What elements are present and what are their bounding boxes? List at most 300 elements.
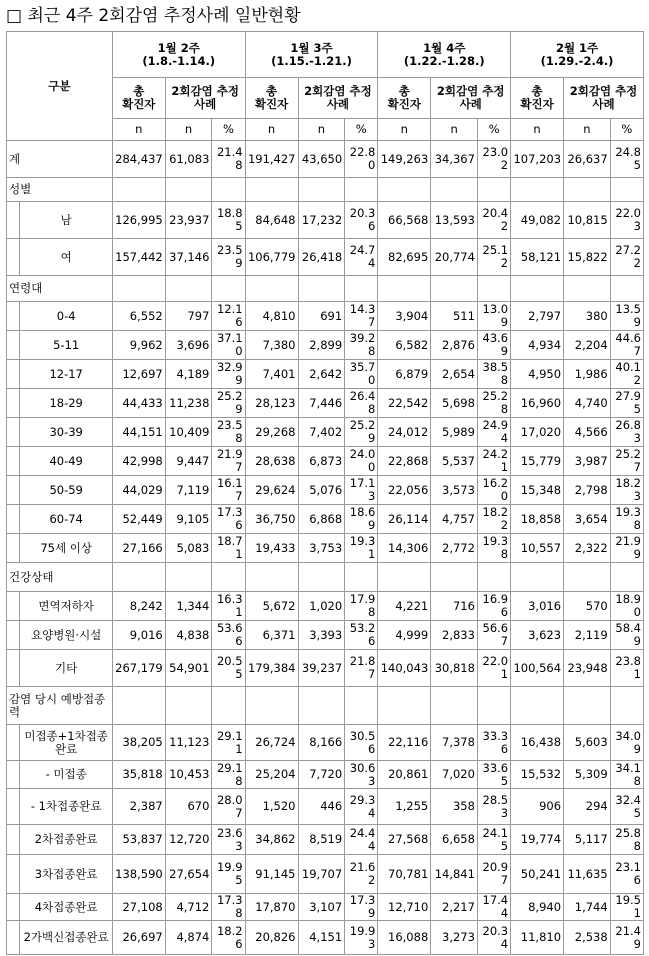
indent-cell xyxy=(7,202,20,239)
week-header: 1월 3주 (1.15.-1.21.) xyxy=(245,32,378,78)
total-cases-cell: 44,151 xyxy=(112,418,165,447)
reinfection-percent-cell: 23.81 xyxy=(610,650,643,687)
total-cases-cell: 10,557 xyxy=(511,534,564,563)
total-cases-cell: 19,774 xyxy=(511,825,564,855)
total-cases-cell: 15,348 xyxy=(511,476,564,505)
total-cases-cell: 84,648 xyxy=(245,202,298,239)
row-label: 40-49 xyxy=(20,447,112,476)
empty-cell xyxy=(345,687,378,725)
reinfection-count-cell: 2,654 xyxy=(431,360,478,389)
empty-cell xyxy=(112,563,165,592)
indent-cell xyxy=(7,447,20,476)
table-row xyxy=(7,178,644,202)
page-title: □ 최근 4주 2회감염 추정사례 일반현황 xyxy=(6,6,301,26)
row-label: 5-11 xyxy=(20,331,112,360)
unit-header: % xyxy=(345,119,378,141)
empty-cell xyxy=(212,178,245,202)
empty-cell xyxy=(112,178,165,202)
reinfection-percent-cell: 22.01 xyxy=(477,650,510,687)
total-cases-cell: 8,940 xyxy=(511,894,564,921)
row-label: 계 xyxy=(7,141,113,178)
total-cases-cell: 25,204 xyxy=(245,761,298,789)
reinfection-count-cell: 2,204 xyxy=(564,331,611,360)
total-cases-cell: 100,564 xyxy=(511,650,564,687)
row-label: 요양병원·시설 xyxy=(20,621,112,650)
reinfection-percent-cell: 16.96 xyxy=(477,592,510,621)
reinfection-count-cell: 380 xyxy=(564,302,611,331)
empty-cell xyxy=(378,563,431,592)
reinfection-count-cell: 5,117 xyxy=(564,825,611,855)
total-cases-cell: 22,056 xyxy=(378,476,431,505)
total-cases-cell: 2,387 xyxy=(112,789,165,825)
total-cases-cell: 20,861 xyxy=(378,761,431,789)
reinfection-count-cell: 1,744 xyxy=(564,894,611,921)
empty-cell xyxy=(345,276,378,302)
total-cases-cell: 5,672 xyxy=(245,592,298,621)
total-cases-cell: 17,870 xyxy=(245,894,298,921)
reinfection-percent-cell: 18.22 xyxy=(477,505,510,534)
total-cases-header: 총 확진자 xyxy=(511,78,564,119)
reinfection-percent-cell: 44.67 xyxy=(610,331,643,360)
unit-header: n xyxy=(378,119,431,141)
reinfection-count-cell: 14,841 xyxy=(431,855,478,894)
reinfection-count-cell: 2,798 xyxy=(564,476,611,505)
indent-cell xyxy=(7,725,20,761)
reinfection-percent-cell: 28.07 xyxy=(212,789,245,825)
total-cases-cell: 28,638 xyxy=(245,447,298,476)
reinfection-count-cell: 2,772 xyxy=(431,534,478,563)
reinfection-count-cell: 23,937 xyxy=(165,202,212,239)
indent-cell xyxy=(7,360,20,389)
reinfection-percent-cell: 17.98 xyxy=(345,592,378,621)
empty-cell xyxy=(378,687,431,725)
reinfection-percent-cell: 22.80 xyxy=(345,141,378,178)
row-label: 0-4 xyxy=(20,302,112,331)
section-label: 연령대 xyxy=(7,276,113,302)
total-cases-cell: 267,179 xyxy=(112,650,165,687)
empty-cell xyxy=(298,178,345,202)
empty-cell xyxy=(511,563,564,592)
empty-cell xyxy=(610,687,643,725)
total-cases-cell: 52,449 xyxy=(112,505,165,534)
reinfection-count-cell: 10,453 xyxy=(165,761,212,789)
reinfection-count-cell: 7,402 xyxy=(298,418,345,447)
table-row xyxy=(7,789,644,825)
total-cases-cell: 70,781 xyxy=(378,855,431,894)
reinfection-percent-cell: 17.39 xyxy=(345,894,378,921)
total-cases-cell: 49,082 xyxy=(511,202,564,239)
unit-header: n xyxy=(564,119,611,141)
section-label: 성별 xyxy=(7,178,113,202)
reinfection-count-cell: 2,119 xyxy=(564,621,611,650)
reinfection-percent-cell: 25.29 xyxy=(345,418,378,447)
reinfection-percent-cell: 24.00 xyxy=(345,447,378,476)
reinfection-percent-cell: 23.16 xyxy=(610,855,643,894)
reinfection-percent-cell: 24.44 xyxy=(345,825,378,855)
empty-cell xyxy=(477,563,510,592)
empty-cell xyxy=(245,563,298,592)
table-row xyxy=(7,360,644,389)
reinfection-percent-cell: 20.36 xyxy=(345,202,378,239)
reinfection-count-cell: 61,083 xyxy=(165,141,212,178)
total-cases-cell: 22,116 xyxy=(378,725,431,761)
reinfection-count-cell: 6,868 xyxy=(298,505,345,534)
indent-cell xyxy=(7,650,20,687)
table-row xyxy=(7,534,644,563)
reinfection-count-cell: 5,309 xyxy=(564,761,611,789)
total-cases-cell: 4,999 xyxy=(378,621,431,650)
reinfection-percent-cell: 16.31 xyxy=(212,592,245,621)
total-cases-cell: 157,442 xyxy=(112,239,165,276)
reinfection-count-cell: 2,322 xyxy=(564,534,611,563)
total-cases-cell: 26,724 xyxy=(245,725,298,761)
table-row xyxy=(7,687,644,725)
empty-cell xyxy=(431,563,478,592)
total-cases-cell: 4,934 xyxy=(511,331,564,360)
reinfection-percent-cell: 24.94 xyxy=(477,418,510,447)
table-row xyxy=(7,921,644,955)
row-label: 4차접종완료 xyxy=(20,894,112,921)
total-cases-cell: 6,552 xyxy=(112,302,165,331)
reinfection-header: 2회감염 추정사례 xyxy=(298,78,378,119)
reinfection-percent-cell: 26.83 xyxy=(610,418,643,447)
reinfection-count-cell: 5,989 xyxy=(431,418,478,447)
row-label: 30-39 xyxy=(20,418,112,447)
reinfection-header: 2회감염 추정사례 xyxy=(431,78,511,119)
reinfection-count-cell: 7,446 xyxy=(298,389,345,418)
empty-cell xyxy=(477,276,510,302)
reinfection-count-cell: 716 xyxy=(431,592,478,621)
total-cases-header: 총 확진자 xyxy=(112,78,165,119)
reinfection-count-cell: 15,822 xyxy=(564,239,611,276)
reinfection-count-cell: 5,537 xyxy=(431,447,478,476)
week-header: 2월 1주 (1.29.-2.4.) xyxy=(511,32,644,78)
total-cases-cell: 58,121 xyxy=(511,239,564,276)
unit-header: n xyxy=(245,119,298,141)
total-cases-cell: 3,016 xyxy=(511,592,564,621)
total-cases-cell: 16,960 xyxy=(511,389,564,418)
total-cases-cell: 91,145 xyxy=(245,855,298,894)
total-cases-cell: 44,433 xyxy=(112,389,165,418)
reinfection-count-cell: 2,899 xyxy=(298,331,345,360)
reinfection-count-cell: 12,720 xyxy=(165,825,212,855)
empty-cell xyxy=(245,687,298,725)
empty-cell xyxy=(610,563,643,592)
unit-header: n xyxy=(431,119,478,141)
reinfection-percent-cell: 14.37 xyxy=(345,302,378,331)
total-cases-cell: 17,020 xyxy=(511,418,564,447)
reinfection-count-cell: 511 xyxy=(431,302,478,331)
section-label: 건강상태 xyxy=(7,563,113,592)
empty-cell xyxy=(112,687,165,725)
reinfection-header: 2회감염 추정사례 xyxy=(564,78,644,119)
empty-cell xyxy=(564,687,611,725)
reinfection-count-cell: 3,107 xyxy=(298,894,345,921)
total-cases-cell: 179,384 xyxy=(245,650,298,687)
reinfection-count-cell: 9,105 xyxy=(165,505,212,534)
reinfection-percent-cell: 43.69 xyxy=(477,331,510,360)
total-cases-cell: 906 xyxy=(511,789,564,825)
total-cases-cell: 15,532 xyxy=(511,761,564,789)
reinfection-percent-cell: 35.70 xyxy=(345,360,378,389)
reinfection-percent-cell: 23.63 xyxy=(212,825,245,855)
table-row xyxy=(7,302,644,331)
empty-cell xyxy=(378,276,431,302)
total-cases-cell: 7,401 xyxy=(245,360,298,389)
reinfection-count-cell: 3,273 xyxy=(431,921,478,955)
reinfection-percent-cell: 17.38 xyxy=(212,894,245,921)
reinfection-count-cell: 19,707 xyxy=(298,855,345,894)
reinfection-count-cell: 294 xyxy=(564,789,611,825)
reinfection-percent-cell: 13.59 xyxy=(610,302,643,331)
indent-cell xyxy=(7,921,20,955)
reinfection-percent-cell: 25.12 xyxy=(477,239,510,276)
empty-cell xyxy=(165,276,212,302)
total-cases-cell: 53,837 xyxy=(112,825,165,855)
reinfection-percent-cell: 21.62 xyxy=(345,855,378,894)
reinfection-percent-cell: 19.38 xyxy=(477,534,510,563)
reinfection-percent-cell: 24.85 xyxy=(610,141,643,178)
reinfection-percent-cell: 19.31 xyxy=(345,534,378,563)
reinfection-percent-cell: 38.58 xyxy=(477,360,510,389)
table-row xyxy=(7,202,644,239)
reinfection-count-cell: 30,818 xyxy=(431,650,478,687)
case-status-table xyxy=(6,31,644,955)
reinfection-count-cell: 4,874 xyxy=(165,921,212,955)
row-label: - 1차접종완료 xyxy=(20,789,112,825)
reinfection-percent-cell: 33.36 xyxy=(477,725,510,761)
total-cases-cell: 1,255 xyxy=(378,789,431,825)
reinfection-count-cell: 5,083 xyxy=(165,534,212,563)
reinfection-count-cell: 691 xyxy=(298,302,345,331)
reinfection-count-cell: 34,367 xyxy=(431,141,478,178)
reinfection-count-cell: 8,166 xyxy=(298,725,345,761)
reinfection-percent-cell: 27.22 xyxy=(610,239,643,276)
empty-cell xyxy=(431,687,478,725)
reinfection-percent-cell: 20.55 xyxy=(212,650,245,687)
reinfection-percent-cell: 53.66 xyxy=(212,621,245,650)
reinfection-percent-cell: 24.15 xyxy=(477,825,510,855)
reinfection-count-cell: 3,393 xyxy=(298,621,345,650)
row-label: 남 xyxy=(20,202,112,239)
reinfection-percent-cell: 17.44 xyxy=(477,894,510,921)
total-cases-cell: 12,697 xyxy=(112,360,165,389)
reinfection-count-cell: 9,447 xyxy=(165,447,212,476)
reinfection-count-cell: 4,151 xyxy=(298,921,345,955)
reinfection-percent-cell: 21.97 xyxy=(212,447,245,476)
table-row xyxy=(7,239,644,276)
empty-cell xyxy=(212,687,245,725)
reinfection-count-cell: 670 xyxy=(165,789,212,825)
table-row xyxy=(7,447,644,476)
reinfection-percent-cell: 24.74 xyxy=(345,239,378,276)
reinfection-percent-cell: 12.16 xyxy=(212,302,245,331)
empty-cell xyxy=(212,276,245,302)
group-header: 구분 xyxy=(7,32,113,141)
empty-cell xyxy=(165,687,212,725)
total-cases-cell: 22,868 xyxy=(378,447,431,476)
reinfection-count-cell: 2,642 xyxy=(298,360,345,389)
empty-cell xyxy=(165,563,212,592)
reinfection-count-cell: 6,658 xyxy=(431,825,478,855)
empty-cell xyxy=(165,178,212,202)
total-cases-cell: 36,750 xyxy=(245,505,298,534)
reinfection-percent-cell: 25.88 xyxy=(610,825,643,855)
table-row xyxy=(7,894,644,921)
reinfection-count-cell: 3,654 xyxy=(564,505,611,534)
table-row xyxy=(7,855,644,894)
reinfection-percent-cell: 21.49 xyxy=(610,921,643,955)
empty-cell xyxy=(610,178,643,202)
row-label: 3차접종완료 xyxy=(20,855,112,894)
empty-cell xyxy=(112,276,165,302)
reinfection-percent-cell: 40.12 xyxy=(610,360,643,389)
indent-cell xyxy=(7,302,20,331)
total-cases-cell: 11,810 xyxy=(511,921,564,955)
total-cases-cell: 34,862 xyxy=(245,825,298,855)
total-cases-cell: 9,962 xyxy=(112,331,165,360)
reinfection-percent-cell: 32.45 xyxy=(610,789,643,825)
total-cases-cell: 15,779 xyxy=(511,447,564,476)
unit-header: % xyxy=(477,119,510,141)
unit-header: % xyxy=(212,119,245,141)
unit-header: % xyxy=(610,119,643,141)
reinfection-percent-cell: 20.42 xyxy=(477,202,510,239)
reinfection-count-cell: 11,238 xyxy=(165,389,212,418)
reinfection-percent-cell: 16.17 xyxy=(212,476,245,505)
reinfection-count-cell: 3,696 xyxy=(165,331,212,360)
row-label: 기타 xyxy=(20,650,112,687)
reinfection-count-cell: 6,873 xyxy=(298,447,345,476)
reinfection-count-cell: 7,119 xyxy=(165,476,212,505)
indent-cell xyxy=(7,476,20,505)
total-cases-cell: 140,043 xyxy=(378,650,431,687)
reinfection-percent-cell: 20.34 xyxy=(477,921,510,955)
reinfection-count-cell: 2,217 xyxy=(431,894,478,921)
empty-cell xyxy=(564,178,611,202)
reinfection-percent-cell: 21.48 xyxy=(212,141,245,178)
row-label: 12-17 xyxy=(20,360,112,389)
reinfection-count-cell: 4,189 xyxy=(165,360,212,389)
total-cases-cell: 38,205 xyxy=(112,725,165,761)
table-row xyxy=(7,505,644,534)
reinfection-percent-cell: 28.53 xyxy=(477,789,510,825)
reinfection-count-cell: 7,378 xyxy=(431,725,478,761)
row-label: - 미접종 xyxy=(20,761,112,789)
total-cases-cell: 8,242 xyxy=(112,592,165,621)
total-cases-cell: 14,306 xyxy=(378,534,431,563)
total-cases-cell: 12,710 xyxy=(378,894,431,921)
reinfection-percent-cell: 19.95 xyxy=(212,855,245,894)
empty-cell xyxy=(564,563,611,592)
unit-header: n xyxy=(298,119,345,141)
total-cases-cell: 2,797 xyxy=(511,302,564,331)
reinfection-percent-cell: 18.26 xyxy=(212,921,245,955)
reinfection-count-cell: 5,698 xyxy=(431,389,478,418)
reinfection-count-cell: 17,232 xyxy=(298,202,345,239)
reinfection-percent-cell: 30.56 xyxy=(345,725,378,761)
reinfection-count-cell: 797 xyxy=(165,302,212,331)
reinfection-count-cell: 5,076 xyxy=(298,476,345,505)
indent-cell xyxy=(7,592,20,621)
total-cases-cell: 66,568 xyxy=(378,202,431,239)
row-label: 여 xyxy=(20,239,112,276)
total-cases-cell: 106,779 xyxy=(245,239,298,276)
empty-cell xyxy=(345,563,378,592)
indent-cell xyxy=(7,331,20,360)
reinfection-percent-cell: 29.11 xyxy=(212,725,245,761)
empty-cell xyxy=(245,276,298,302)
reinfection-count-cell: 4,838 xyxy=(165,621,212,650)
total-cases-cell: 9,016 xyxy=(112,621,165,650)
empty-cell xyxy=(477,178,510,202)
total-cases-cell: 18,858 xyxy=(511,505,564,534)
reinfection-count-cell: 10,409 xyxy=(165,418,212,447)
empty-cell xyxy=(511,687,564,725)
reinfection-count-cell: 2,538 xyxy=(564,921,611,955)
empty-cell xyxy=(298,276,345,302)
total-cases-cell: 4,950 xyxy=(511,360,564,389)
reinfection-count-cell: 2,876 xyxy=(431,331,478,360)
total-cases-cell: 20,826 xyxy=(245,921,298,955)
reinfection-count-cell: 2,833 xyxy=(431,621,478,650)
reinfection-percent-cell: 32.99 xyxy=(212,360,245,389)
reinfection-percent-cell: 16.20 xyxy=(477,476,510,505)
row-label: 60-74 xyxy=(20,505,112,534)
empty-cell xyxy=(564,276,611,302)
reinfection-percent-cell: 18.71 xyxy=(212,534,245,563)
week-header: 1월 4주 (1.22.-1.28.) xyxy=(378,32,511,78)
empty-cell xyxy=(431,178,478,202)
empty-cell xyxy=(298,563,345,592)
reinfection-count-cell: 8,519 xyxy=(298,825,345,855)
reinfection-count-cell: 26,418 xyxy=(298,239,345,276)
reinfection-count-cell: 37,146 xyxy=(165,239,212,276)
reinfection-count-cell: 1,344 xyxy=(165,592,212,621)
indent-cell xyxy=(7,789,20,825)
empty-cell xyxy=(511,276,564,302)
table-row xyxy=(7,621,644,650)
total-cases-cell: 6,582 xyxy=(378,331,431,360)
total-cases-cell: 284,437 xyxy=(112,141,165,178)
reinfection-count-cell: 54,901 xyxy=(165,650,212,687)
total-cases-header: 총 확진자 xyxy=(245,78,298,119)
total-cases-cell: 82,695 xyxy=(378,239,431,276)
total-cases-cell: 3,904 xyxy=(378,302,431,331)
empty-cell xyxy=(378,178,431,202)
reinfection-percent-cell: 56.67 xyxy=(477,621,510,650)
reinfection-count-cell: 27,654 xyxy=(165,855,212,894)
total-cases-cell: 27,166 xyxy=(112,534,165,563)
reinfection-count-cell: 7,020 xyxy=(431,761,478,789)
total-cases-cell: 29,268 xyxy=(245,418,298,447)
row-label: 18-29 xyxy=(20,389,112,418)
reinfection-count-cell: 39,237 xyxy=(298,650,345,687)
reinfection-count-cell: 446 xyxy=(298,789,345,825)
reinfection-percent-cell: 26.48 xyxy=(345,389,378,418)
section-label: 감염 당시 예방접종력 xyxy=(7,687,113,725)
reinfection-percent-cell: 30.63 xyxy=(345,761,378,789)
unit-header: n xyxy=(112,119,165,141)
total-cases-cell: 4,810 xyxy=(245,302,298,331)
reinfection-count-cell: 5,603 xyxy=(564,725,611,761)
table-row xyxy=(7,389,644,418)
reinfection-percent-cell: 17.36 xyxy=(212,505,245,534)
reinfection-percent-cell: 34.09 xyxy=(610,725,643,761)
indent-cell xyxy=(7,505,20,534)
reinfection-percent-cell: 18.23 xyxy=(610,476,643,505)
reinfection-percent-cell: 37.10 xyxy=(212,331,245,360)
